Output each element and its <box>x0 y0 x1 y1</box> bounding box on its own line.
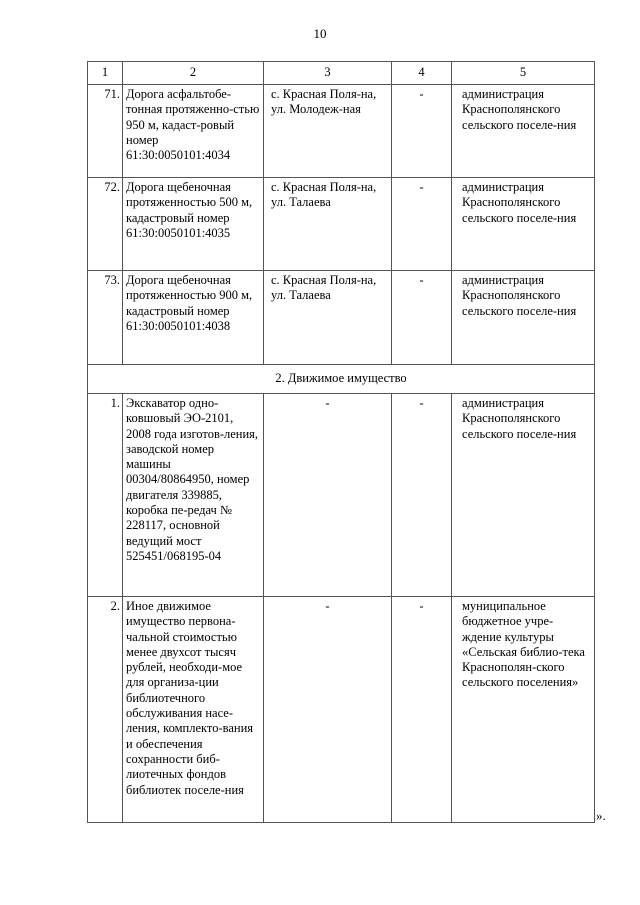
property-col4: - <box>392 85 452 178</box>
header-cell: 3 <box>264 62 392 85</box>
row-number: 2. <box>88 597 123 823</box>
table-row <box>88 394 595 597</box>
property-name: Дорога щебеночная протяженностью 900 м, кадастровый номер 61:30:0050101:4038 <box>123 271 264 365</box>
property-table <box>87 61 595 823</box>
property-col4: - <box>392 271 452 365</box>
property-location: с. Красная Поля-на, ул. Молодеж-ная <box>264 85 392 178</box>
property-col4: - <box>392 178 452 271</box>
property-location: с. Красная Поля-на, ул. Талаева <box>264 178 392 271</box>
property-holder: администрация Краснополянского сельского поселе-ния <box>452 271 595 365</box>
property-name: Дорога щебеночная протяженностью 500 м, кадастровый номер 61:30:0050101:4035 <box>123 178 264 271</box>
property-location: с. Красная Поля-на, ул. Талаева <box>264 271 392 365</box>
property-location: - <box>264 597 392 823</box>
property-holder: администрация Краснополянского сельского поселе-ния <box>452 178 595 271</box>
header-cell: 2 <box>123 62 264 85</box>
table-row <box>88 85 595 178</box>
property-holder: администрация Краснополянского сельского поселе-ния <box>452 85 595 178</box>
section-row <box>88 365 595 394</box>
section-title: 2. Движимое имущество <box>88 365 595 394</box>
row-number: 73. <box>88 271 123 365</box>
property-name: Дорога асфальтобе-тонная протяженно-стью 950 м, кадаст-ровый номер 61:30:0050101:4034 <box>123 85 264 178</box>
property-holder: администрация Краснополянского сельского поселе-ния <box>452 394 595 597</box>
property-name: Иное движимое имущество первона-чальной стоимостью менее двухсот тысяч рублей, необходи-мое для организа-ции библиотечного обслуживания насе-ления, комплекто-вания и обеспечения сохранности биб-лиотечных фондов библиотек поселе-ния <box>123 597 264 823</box>
header-cell: 5 <box>452 62 595 85</box>
closing-quote-mark: ». <box>596 808 606 823</box>
row-number: 72. <box>88 178 123 271</box>
header-cell: 4 <box>392 62 452 85</box>
header-cell: 1 <box>88 62 123 85</box>
property-holder: муниципальное бюджетное учре-ждение культуры «Сельская библио-тека Краснополян-ского сельского поселения» <box>452 597 595 823</box>
row-number: 71. <box>88 85 123 178</box>
header-row <box>88 62 595 85</box>
table-row <box>88 271 595 365</box>
property-col4: - <box>392 394 452 597</box>
row-number: 1. <box>88 394 123 597</box>
page-number: 10 <box>313 26 327 41</box>
property-location: - <box>264 394 392 597</box>
table-row <box>88 178 595 271</box>
table-row <box>88 597 595 823</box>
property-col4: - <box>392 597 452 823</box>
property-name: Экскаватор одно-ковшовый ЭО-2101, 2008 года изготов-ления, заводской номер машины 00304/80864950, номер двигателя 339885, коробка пе-редач № 228117, основной ведущий мост 525451/068195-04 <box>123 394 264 597</box>
